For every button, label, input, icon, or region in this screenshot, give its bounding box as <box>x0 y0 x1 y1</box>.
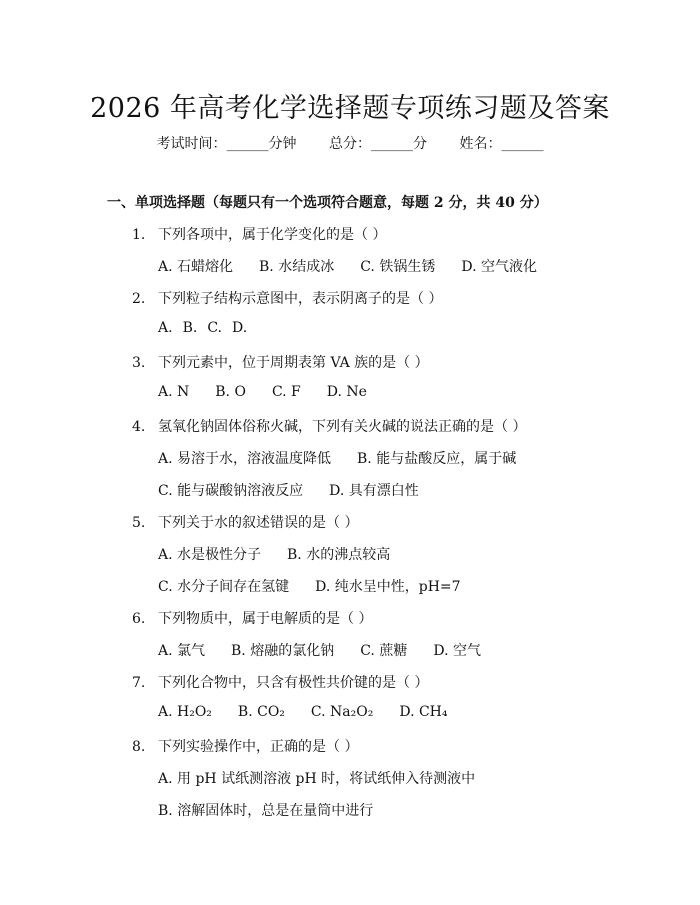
option-d: D. Ne <box>326 384 367 400</box>
question-number: 5. <box>132 515 146 531</box>
option-d: D. 空气液化 <box>461 259 537 275</box>
option-b: B. 能与盐酸反应，属于碱 <box>357 451 517 467</box>
student-name: 姓名：______ <box>459 136 544 152</box>
option-b: B. O <box>215 384 246 400</box>
question-text: 下列各项中，属于化学变化的是（ ） <box>158 227 387 243</box>
total-score: 总分：______分 <box>329 136 427 152</box>
question-number: 3. <box>132 355 146 371</box>
section-heading: 一、单项选择题（每题只有一个选项符合题意，每题 2 分，共 40 分） <box>107 195 548 211</box>
question-7-options <box>158 704 474 720</box>
question-6-options <box>158 640 507 660</box>
question-3 <box>132 352 429 372</box>
question-number: 1. <box>132 227 146 243</box>
option-a: A. 石蜡熔化 <box>158 259 234 275</box>
question-1 <box>132 224 386 244</box>
question-number: 4. <box>132 419 146 435</box>
option-c: C. 铁锅生锈 <box>360 259 436 275</box>
question-8 <box>132 736 358 756</box>
question-2-options <box>158 320 273 336</box>
question-number: 2. <box>132 291 146 307</box>
exam-time: 考试时间：______分钟 <box>156 136 297 152</box>
question-8-option-b <box>158 800 373 820</box>
option-c: C. Na₂O₂ <box>310 704 374 720</box>
option-c: C. 水分子间存在氢键 <box>158 579 290 595</box>
question-3-options <box>158 384 393 400</box>
exam-meta <box>0 133 700 153</box>
question-text: 下列元素中，位于周期表第 VA 族的是（ ） <box>158 355 429 371</box>
option-a: A. N <box>158 384 190 400</box>
option-c: C. 蔗糖 <box>360 643 408 659</box>
option-b: B. <box>182 320 198 336</box>
question-8-option-a <box>158 768 475 788</box>
question-5-options-row2 <box>158 576 487 596</box>
option-a: A. H₂O₂ <box>158 704 212 720</box>
option-a: A. 用 pH 试纸测溶液 pH 时，将试纸伸入待测液中 <box>158 771 476 787</box>
option-d: D. 具有漂白性 <box>329 483 419 499</box>
option-a: A. <box>158 320 173 336</box>
option-a: A. 水是极性分子 <box>158 547 262 563</box>
question-text: 下列化合物中，只含有极性共价键的是（ ） <box>158 675 429 691</box>
question-1-options <box>158 256 563 276</box>
option-d: D. 纯水呈中性，pH=7 <box>315 579 461 595</box>
page-title: 2026 年高考化学选择题专项练习题及答案 <box>90 93 610 124</box>
question-4 <box>132 416 526 436</box>
question-2 <box>132 288 442 308</box>
option-c: C. F <box>271 384 301 400</box>
question-text: 下列物质中，属于电解质的是（ ） <box>158 611 373 627</box>
question-number: 6. <box>132 611 146 627</box>
option-b: B. 溶解固体时，总是在量筒中进行 <box>158 803 374 819</box>
question-text: 氢氧化钠固体俗称火碱，下列有关火碱的说法正确的是（ ） <box>158 419 527 435</box>
question-text: 下列实验操作中，正确的是（ ） <box>158 739 359 755</box>
option-a: A. 易溶于水，溶液温度降低 <box>158 451 332 467</box>
question-text: 下列粒子结构示意图中，表示阴离子的是（ ） <box>158 291 443 307</box>
question-5-options-row1 <box>158 544 416 564</box>
question-4-options-row1 <box>158 448 542 468</box>
option-c: C. 能与碳酸钠溶液反应 <box>158 483 304 499</box>
option-b: B. 熔融的氯化钠 <box>231 643 335 659</box>
question-5 <box>132 512 358 532</box>
option-d: D. 空气 <box>433 643 481 659</box>
question-number: 7. <box>132 675 146 691</box>
option-b: B. CO₂ <box>237 704 285 720</box>
option-b: B. 水的沸点较高 <box>287 547 391 563</box>
option-a: A. 氯气 <box>158 643 206 659</box>
option-b: B. 水结成冰 <box>259 259 335 275</box>
question-4-options-row2 <box>158 480 445 500</box>
option-d: D. <box>231 320 248 336</box>
option-d: D. CH₄ <box>399 704 448 720</box>
question-7 <box>132 672 428 692</box>
question-text: 下列关于水的叙述错误的是（ ） <box>158 515 359 531</box>
option-c: C. <box>207 320 222 336</box>
question-number: 8. <box>132 739 146 755</box>
question-6 <box>132 608 372 628</box>
